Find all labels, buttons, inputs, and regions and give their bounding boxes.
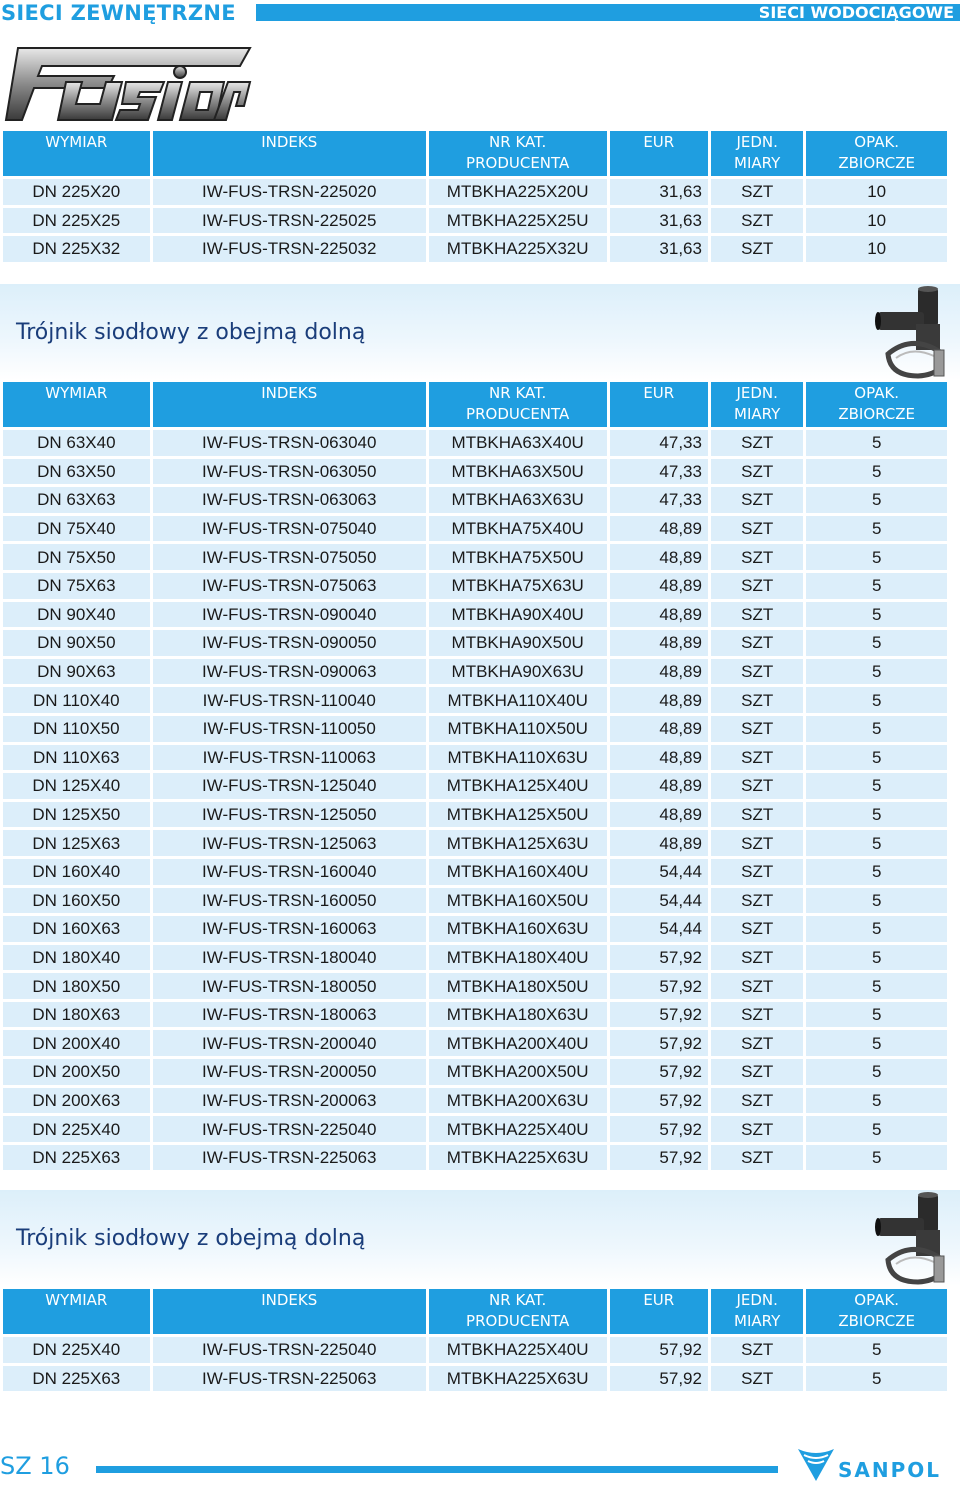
table-cell: 5 [806,973,947,999]
table-row [3,916,947,942]
table-cell: 57,92 [610,1088,708,1114]
sanpol-logo-icon [796,1447,836,1483]
column-header-line: PRODUCENTA [466,154,570,172]
table-cell: MTBKHA75X40U [429,516,607,542]
table-cell: 48,89 [610,716,708,742]
table-cell: 5 [806,1116,947,1142]
table-cell: IW-FUS-TRSN-063050 [153,459,426,485]
table-cell: DN 225X25 [3,208,150,234]
column-header-line: MIARY [734,1312,781,1330]
table-cell: MTBKHA160X40U [429,859,607,885]
table-cell: 48,89 [610,745,708,771]
table-row [3,745,947,771]
table-cell: DN 160X50 [3,888,150,914]
column-header-line: EUR [643,1291,675,1309]
table-cell: SZT [711,179,803,205]
column-header-line: INDEKS [261,1291,318,1309]
table-cell: 5 [806,487,947,513]
table-cell: DN 225X40 [3,1116,150,1142]
table-cell: MTBKHA225X32U [429,236,607,262]
table-cell: MTBKHA125X40U [429,773,607,799]
table-cell: IW-FUS-TRSN-125063 [153,830,426,856]
table-row [3,1145,947,1171]
table-cell: MTBKHA180X63U [429,1002,607,1028]
table-row [3,179,947,205]
table-cell: 5 [806,716,947,742]
table-cell: 57,92 [610,1145,708,1171]
column-header-line: EUR [643,133,675,151]
table-cell: SZT [711,544,803,570]
table-cell: MTBKHA160X63U [429,916,607,942]
table-cell: SZT [711,1059,803,1085]
table-cell: IW-FUS-TRSN-225025 [153,208,426,234]
column-header [429,382,607,427]
table-row [3,430,947,456]
table-cell: DN 110X50 [3,716,150,742]
table-row [3,544,947,570]
table-cell: DN 110X40 [3,687,150,713]
table-row [3,973,947,999]
table-cell: IW-FUS-TRSN-090040 [153,602,426,628]
table-cell: 31,63 [610,179,708,205]
section-heading: SIECI ZEWNĘTRZNE [1,1,236,25]
table-cell: 48,89 [610,630,708,656]
table-cell: SZT [711,236,803,262]
table-cell: SZT [711,1116,803,1142]
table-cell: 57,92 [610,1002,708,1028]
table-cell: 10 [806,236,947,262]
column-header [806,1289,947,1334]
table-cell: 5 [806,573,947,599]
table-cell: DN 200X63 [3,1088,150,1114]
table-cell: 5 [806,687,947,713]
table-row [3,630,947,656]
table-cell: MTBKHA75X50U [429,544,607,570]
table-cell: DN 125X40 [3,773,150,799]
table-cell: 57,92 [610,973,708,999]
table-cell: MTBKHA225X20U [429,179,607,205]
saddle-tee-icon [868,1190,952,1286]
table-cell: IW-FUS-TRSN-225063 [153,1366,426,1392]
table-cell: DN 180X50 [3,973,150,999]
table-cell: DN 225X32 [3,236,150,262]
table-cell: 5 [806,802,947,828]
table-cell: SZT [711,1030,803,1056]
table-cell: SZT [711,916,803,942]
table-cell: SZT [711,716,803,742]
table-cell: IW-FUS-TRSN-225063 [153,1145,426,1171]
table-row [3,945,947,971]
table-cell: 5 [806,516,947,542]
table-cell: SZT [711,430,803,456]
table-cell: 5 [806,1366,947,1392]
table-cell: MTBKHA63X40U [429,430,607,456]
table-cell: SZT [711,687,803,713]
table-cell: DN 180X63 [3,1002,150,1028]
column-header-line: WYMIAR [45,133,108,151]
table-header-row [3,131,947,176]
table-cell: DN 200X50 [3,1059,150,1085]
table-header-row [3,382,947,427]
table-cell: IW-FUS-TRSN-063063 [153,487,426,513]
table-cell: MTBKHA225X40U [429,1337,607,1363]
table-cell: SZT [711,745,803,771]
table-cell: 10 [806,208,947,234]
table-cell: 5 [806,1059,947,1085]
table-cell: MTBKHA63X63U [429,487,607,513]
table-cell: 5 [806,630,947,656]
table-row [3,716,947,742]
table-cell: SZT [711,630,803,656]
table-row [3,659,947,685]
table-cell: IW-FUS-TRSN-110063 [153,745,426,771]
table-cell: 57,92 [610,1059,708,1085]
price-table [0,1286,950,1394]
table-row [3,487,947,513]
table-cell: SZT [711,888,803,914]
table-row [3,888,947,914]
table-cell: IW-FUS-TRSN-063040 [153,430,426,456]
section-title: Trójnik siodłowy z obejmą dolną [16,1226,366,1251]
price-table [0,379,950,1173]
table-cell: DN 225X63 [3,1145,150,1171]
table-row [3,602,947,628]
table-cell: 48,89 [610,830,708,856]
table-cell: IW-FUS-TRSN-200063 [153,1088,426,1114]
table-cell: 47,33 [610,459,708,485]
table-row [3,1002,947,1028]
table-cell: IW-FUS-TRSN-225040 [153,1337,426,1363]
price-table [0,128,950,265]
table-cell: SZT [711,659,803,685]
table-cell: 48,89 [610,687,708,713]
saddle-tee-icon [868,284,952,380]
table-cell: IW-FUS-TRSN-160040 [153,859,426,885]
column-header-line: WYMIAR [45,1291,108,1309]
table-cell: MTBKHA110X63U [429,745,607,771]
table-cell: IW-FUS-TRSN-200040 [153,1030,426,1056]
table-cell: IW-FUS-TRSN-110040 [153,687,426,713]
table-cell: MTBKHA200X40U [429,1030,607,1056]
table-cell: 31,63 [610,236,708,262]
table-cell: IW-FUS-TRSN-180063 [153,1002,426,1028]
table-row [3,773,947,799]
table-cell: IW-FUS-TRSN-225040 [153,1116,426,1142]
column-header-line: OPAK. [854,133,900,151]
column-header [429,131,607,176]
table-cell: IW-FUS-TRSN-110050 [153,716,426,742]
table-row [3,1366,947,1392]
table-cell: SZT [711,773,803,799]
column-header [610,131,708,176]
fusion-logo [4,42,254,126]
table-cell: DN 125X63 [3,830,150,856]
table-cell: SZT [711,1002,803,1028]
table-row [3,459,947,485]
table-cell: 57,92 [610,1366,708,1392]
table-row [3,830,947,856]
column-header [806,382,947,427]
table-cell: MTBKHA110X50U [429,716,607,742]
column-header-line: ZBIORCZE [838,405,916,423]
table-cell: MTBKHA160X50U [429,888,607,914]
table-cell: DN 90X40 [3,602,150,628]
column-header-line: JEDN. [736,384,778,402]
table-cell: DN 225X40 [3,1337,150,1363]
table-cell: MTBKHA200X63U [429,1088,607,1114]
table-cell: MTBKHA75X63U [429,573,607,599]
table-cell: 5 [806,1337,947,1363]
table-cell: SZT [711,487,803,513]
table-cell: DN 63X40 [3,430,150,456]
table-cell: SZT [711,516,803,542]
table-cell: 48,89 [610,802,708,828]
table-cell: SZT [711,945,803,971]
footer-divider [96,1466,778,1473]
table-cell: 31,63 [610,208,708,234]
table-cell: MTBKHA125X50U [429,802,607,828]
table-cell: 5 [806,544,947,570]
table-cell: DN 200X40 [3,1030,150,1056]
column-header [610,1289,708,1334]
table-cell: MTBKHA180X40U [429,945,607,971]
table-cell: IW-FUS-TRSN-075063 [153,573,426,599]
column-header-line: PRODUCENTA [466,1312,570,1330]
table-cell: DN 125X50 [3,802,150,828]
table-cell: DN 225X63 [3,1366,150,1392]
column-header [153,1289,426,1334]
table-cell: DN 90X50 [3,630,150,656]
table-row [3,1116,947,1142]
table-cell: 48,89 [610,659,708,685]
table-cell: 5 [806,773,947,799]
table-cell: MTBKHA200X50U [429,1059,607,1085]
table-cell: IW-FUS-TRSN-180050 [153,973,426,999]
table-cell: 5 [806,1002,947,1028]
table-cell: 5 [806,916,947,942]
table-row [3,573,947,599]
table-cell: 54,44 [610,888,708,914]
table-cell: SZT [711,802,803,828]
table-row [3,516,947,542]
table-cell: IW-FUS-TRSN-160063 [153,916,426,942]
table-cell: 48,89 [610,773,708,799]
table-cell: 5 [806,602,947,628]
column-header [711,382,803,427]
table-cell: MTBKHA180X50U [429,973,607,999]
table-cell: MTBKHA63X50U [429,459,607,485]
column-header [3,131,150,176]
table-cell: IW-FUS-TRSN-225020 [153,179,426,205]
column-header-line: ZBIORCZE [838,1312,916,1330]
table-row [3,236,947,262]
table-cell: 57,92 [610,1030,708,1056]
column-header [429,1289,607,1334]
column-header-line: JEDN. [736,133,778,151]
table-cell: DN 160X40 [3,859,150,885]
table-row [3,802,947,828]
table-cell: 5 [806,1030,947,1056]
table-cell: 5 [806,1145,947,1171]
table-cell: MTBKHA125X63U [429,830,607,856]
table-cell: IW-FUS-TRSN-200050 [153,1059,426,1085]
table-cell: 10 [806,179,947,205]
table-cell: SZT [711,208,803,234]
table-cell: MTBKHA225X63U [429,1145,607,1171]
table-cell: 48,89 [610,602,708,628]
column-header-line: OPAK. [854,1291,900,1309]
table-cell: 5 [806,659,947,685]
column-header [3,1289,150,1334]
table-cell: IW-FUS-TRSN-075040 [153,516,426,542]
table-cell: 5 [806,888,947,914]
table-cell: 5 [806,459,947,485]
table-cell: MTBKHA90X50U [429,630,607,656]
column-header-line: JEDN. [736,1291,778,1309]
table-cell: 5 [806,859,947,885]
column-header [153,382,426,427]
table-cell: IW-FUS-TRSN-090063 [153,659,426,685]
table-row [3,1030,947,1056]
table-cell: MTBKHA110X40U [429,687,607,713]
table-cell: MTBKHA90X40U [429,602,607,628]
table-cell: 47,33 [610,487,708,513]
table-cell: DN 63X63 [3,487,150,513]
table-cell: SZT [711,859,803,885]
category-heading: SIECI WODOCIĄGOWE [758,3,954,22]
table-cell: MTBKHA90X63U [429,659,607,685]
table-cell: DN 180X40 [3,945,150,971]
table-cell: 48,89 [610,544,708,570]
table-cell: DN 90X63 [3,659,150,685]
column-header-line: PRODUCENTA [466,405,570,423]
table-cell: DN 75X63 [3,573,150,599]
table-cell: 5 [806,830,947,856]
table-cell: 47,33 [610,430,708,456]
table-row [3,208,947,234]
table-cell: 5 [806,945,947,971]
column-header-line: OPAK. [854,384,900,402]
table-cell: IW-FUS-TRSN-125050 [153,802,426,828]
column-header-line: MIARY [734,405,781,423]
table-cell: 5 [806,430,947,456]
table-cell: 5 [806,1088,947,1114]
table-cell: DN 110X63 [3,745,150,771]
column-header [711,131,803,176]
column-header-line: WYMIAR [45,384,108,402]
table-cell: SZT [711,459,803,485]
table-cell: SZT [711,1366,803,1392]
column-header [610,382,708,427]
table-cell: IW-FUS-TRSN-090050 [153,630,426,656]
table-cell: 57,92 [610,1337,708,1363]
page-number: SZ 16 [0,1452,70,1480]
table-cell: DN 225X20 [3,179,150,205]
table-cell: DN 75X50 [3,544,150,570]
table-row [3,859,947,885]
table-cell: SZT [711,973,803,999]
table-cell: 57,92 [610,945,708,971]
table-cell: IW-FUS-TRSN-180040 [153,945,426,971]
table-row [3,687,947,713]
column-header [3,382,150,427]
column-header-line: NR KAT. [489,1291,547,1309]
header-bar [256,4,960,21]
table-cell: SZT [711,830,803,856]
table-cell: DN 63X50 [3,459,150,485]
table-cell: 57,92 [610,1116,708,1142]
table-cell: MTBKHA225X40U [429,1116,607,1142]
table-cell: IW-FUS-TRSN-160050 [153,888,426,914]
column-header-line: NR KAT. [489,133,547,151]
column-header-line: NR KAT. [489,384,547,402]
table-row [3,1059,947,1085]
table-cell: MTBKHA225X25U [429,208,607,234]
table-cell: DN 160X63 [3,916,150,942]
table-header-row [3,1289,947,1334]
column-header-line: INDEKS [261,384,318,402]
column-header [711,1289,803,1334]
table-cell: IW-FUS-TRSN-075050 [153,544,426,570]
brand-name: SANPOL [838,1458,942,1482]
table-cell: SZT [711,602,803,628]
table-row [3,1088,947,1114]
table-cell: SZT [711,1337,803,1363]
column-header-line: EUR [643,384,675,402]
table-cell: DN 75X40 [3,516,150,542]
column-header-line: ZBIORCZE [838,154,916,172]
table-cell: IW-FUS-TRSN-225032 [153,236,426,262]
table-cell: IW-FUS-TRSN-125040 [153,773,426,799]
column-header [153,131,426,176]
column-header-line: MIARY [734,154,781,172]
table-cell: 5 [806,745,947,771]
table-cell: 54,44 [610,859,708,885]
table-cell: 54,44 [610,916,708,942]
table-cell: SZT [711,1145,803,1171]
table-cell: SZT [711,1088,803,1114]
table-cell: 48,89 [610,573,708,599]
table-row [3,1337,947,1363]
column-header [806,131,947,176]
section-title: Trójnik siodłowy z obejmą dolną [16,320,366,345]
table-cell: MTBKHA225X63U [429,1366,607,1392]
table-cell: SZT [711,573,803,599]
column-header-line: INDEKS [261,133,318,151]
table-cell: 48,89 [610,516,708,542]
